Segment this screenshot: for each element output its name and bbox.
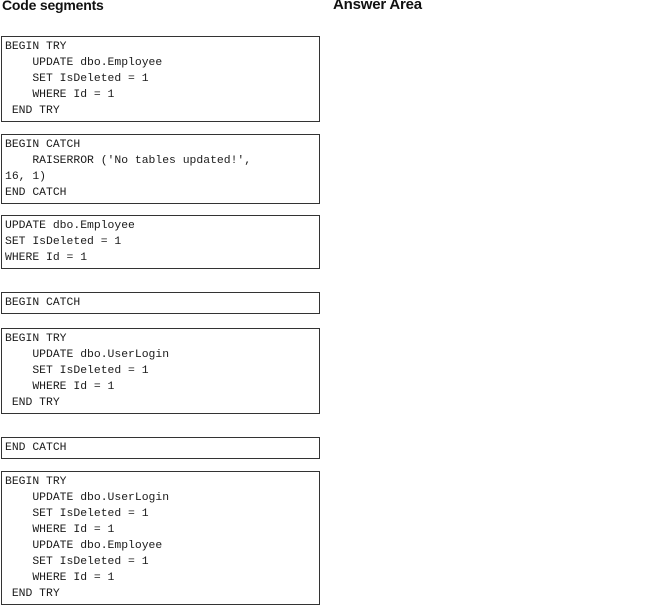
code-line: UPDATE dbo.Employee — [5, 540, 163, 552]
code-line: UPDATE dbo.UserLogin — [5, 492, 170, 504]
code-line: UPDATE dbo.Employee — [5, 57, 163, 69]
code-segment-7[interactable] — [1, 471, 320, 605]
code-line: UPDATE dbo.UserLogin — [5, 349, 170, 361]
code-segment-2[interactable] — [1, 134, 320, 204]
code-line: SET IsDeleted = 1 — [5, 365, 149, 377]
code-line: WHERE Id = 1 — [5, 381, 115, 393]
code-line: END TRY — [5, 588, 60, 600]
code-line: END TRY — [5, 105, 60, 117]
code-line: END TRY — [5, 397, 60, 409]
code-line: WHERE Id = 1 — [5, 89, 115, 101]
code-line: SET IsDeleted = 1 — [5, 556, 149, 568]
answer-area-dropzone[interactable] — [333, 24, 649, 604]
code-line: END CATCH — [5, 187, 67, 199]
code-line: UPDATE dbo.Employee — [5, 220, 135, 232]
answer-area-heading: Answer Area — [333, 0, 422, 13]
code-line: BEGIN TRY — [5, 41, 67, 53]
code-line: RAISERROR ('No tables updated!', — [5, 155, 252, 167]
code-line: SET IsDeleted = 1 — [5, 73, 149, 85]
code-line: WHERE Id = 1 — [5, 524, 115, 536]
code-line: BEGIN CATCH — [5, 297, 81, 309]
code-segment-5[interactable] — [1, 328, 320, 414]
code-line: 16, 1) — [5, 171, 47, 183]
code-segment-1[interactable] — [1, 36, 320, 122]
code-line: WHERE Id = 1 — [5, 252, 88, 264]
code-line: SET IsDeleted = 1 — [5, 236, 122, 248]
code-line: BEGIN TRY — [5, 333, 67, 345]
code-line: SET IsDeleted = 1 — [5, 508, 149, 520]
code-segment-6[interactable] — [1, 437, 320, 459]
code-line: BEGIN TRY — [5, 476, 67, 488]
code-segment-4[interactable] — [1, 292, 320, 314]
code-line: BEGIN CATCH — [5, 139, 81, 151]
code-line: WHERE Id = 1 — [5, 572, 115, 584]
code-line: END CATCH — [5, 442, 67, 454]
code-segment-3[interactable] — [1, 215, 320, 269]
code-segments-heading: Code segments — [2, 0, 104, 13]
